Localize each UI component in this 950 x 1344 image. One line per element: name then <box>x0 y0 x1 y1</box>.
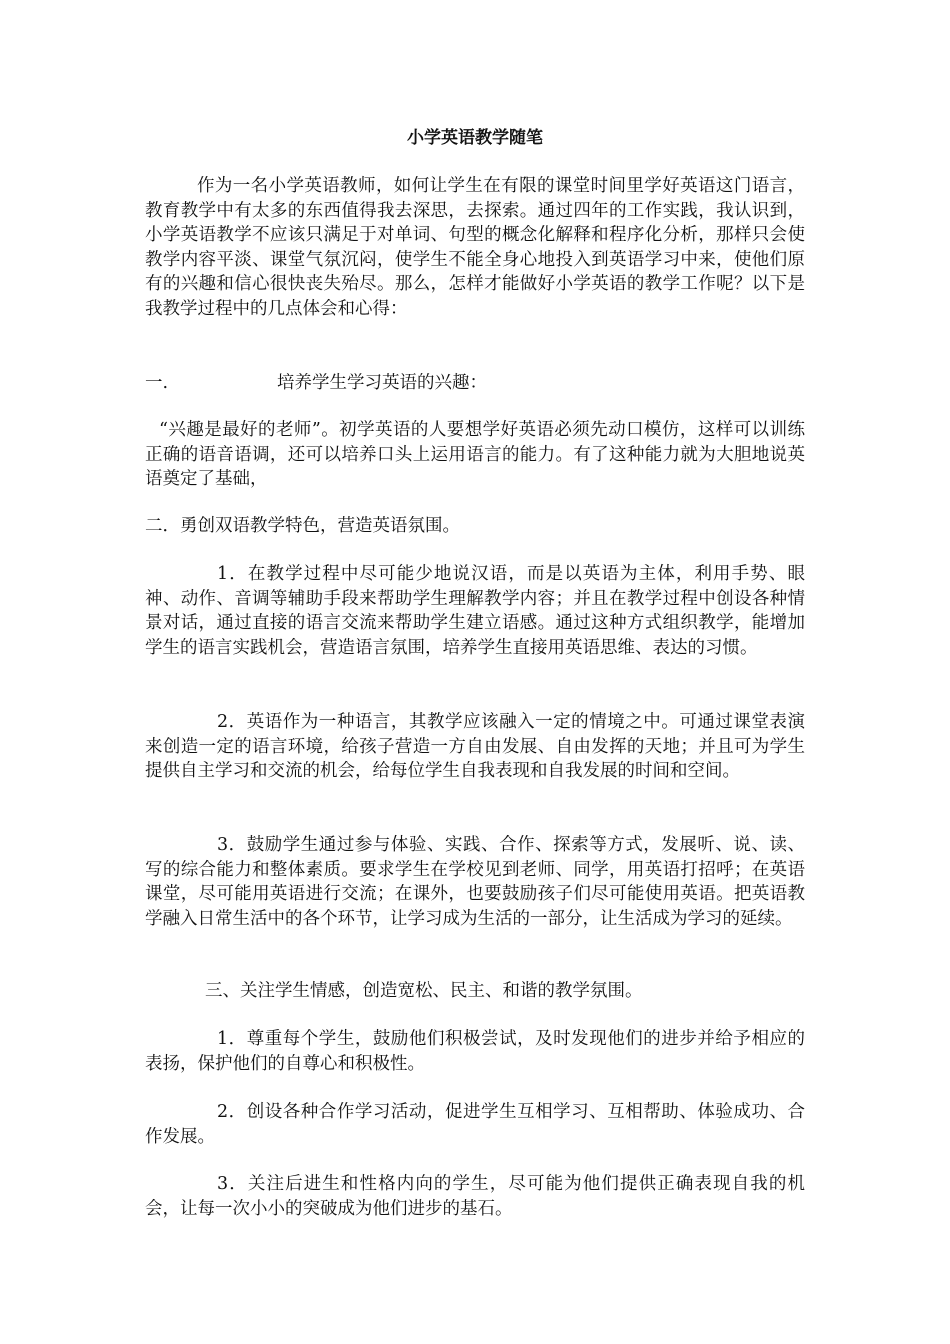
section-1-body: “兴趣是最好的老师”。初学英语的人要想学好英语必须先动口模仿，这样可以训练正确的语音语调，还可以培养口头上运用语言的能力。有了这种能力就为大胆地说英语奠定了基础， <box>145 420 805 489</box>
section-2-item-2: 2．英语作为一种语言，其教学应该融入一定的情境之中。可通过课堂表演来创造一定的语言环境，给孩子营造一方自由发展、自由发挥的天地；并且可为学生提供自主学习和交流的机会，给每位学生自我表现和自我发展的时间和空间。 <box>145 712 805 781</box>
intro-paragraph: 作为一名小学英语教师，如何让学生在有限的课堂时间里学好英语这门语言，教育教学中有太多的东西值得我去深思，去探索。通过四年的工作实践，我认识到，小学英语教学不应该只满足于对单词、句型的概念化解释和程序化分析，那样只会使教学内容平淡、课堂气氛沉闷，使学生不能全身心地投入到英语学习中来，使他们原有的兴趣和信心很快丧失殆尽。那么，怎样才能做好小学英语的教学工作呢？以下是我教学过程中的几点体会和心得： <box>145 176 805 319</box>
section-1-number: 一. <box>145 373 169 393</box>
section-1-heading-text: 培养学生学习英语的兴趣： <box>277 373 487 393</box>
section-2-item-3: 3．鼓励学生通过参与体验、实践、合作、探索等方式，发展听、说、读、写的综合能力和整体素质。要求学生在学校见到老师、同学，用英语打招呼；在英语课堂，尽可能用英语进行交流；在课外，也要鼓励孩子们尽可能使用英语。把英语教学融入日常生活中的各个环节，让学习成为生活的一部分，让生活成为学习的延续。 <box>145 835 805 929</box>
section-3-item-3: 3．关注后进生和性格内向的学生，尽可能为他们提供正确表现自我的机会，让每一次小小的突破成为他们进步的基石。 <box>145 1174 805 1219</box>
section-3-item-2: 2．创设各种合作学习活动，促进学生互相学习、互相帮助、体验成功、合作发展。 <box>145 1102 805 1147</box>
section-1-heading <box>145 371 487 396</box>
section-3-heading: 三、关注学生情感，创造宽松、民主、和谐的教学氛围。 <box>205 981 643 1001</box>
section-3-item-1: 1．尊重每个学生，鼓励他们积极尝试，及时发现他们的进步并给予相应的表扬，保护他们的自尊心和积极性。 <box>145 1029 805 1074</box>
document-title: 小学英语教学随笔 <box>407 128 543 148</box>
section-2-item-1: 1．在教学过程中尽可能少地说汉语，而是以英语为主体，利用手势、眼神、动作、音调等辅助手段来帮助学生理解教学内容；并且在教学过程中创设各种情景对话，通过直接的语言交流来帮助学生建立语感。通过这种方式组织教学，能增加学生的语言实践机会，营造语言氛围，培养学生直接用英语思维、表达的习惯。 <box>145 564 805 658</box>
section-2-heading: 二．勇创双语教学特色，营造英语氛围。 <box>145 516 460 536</box>
